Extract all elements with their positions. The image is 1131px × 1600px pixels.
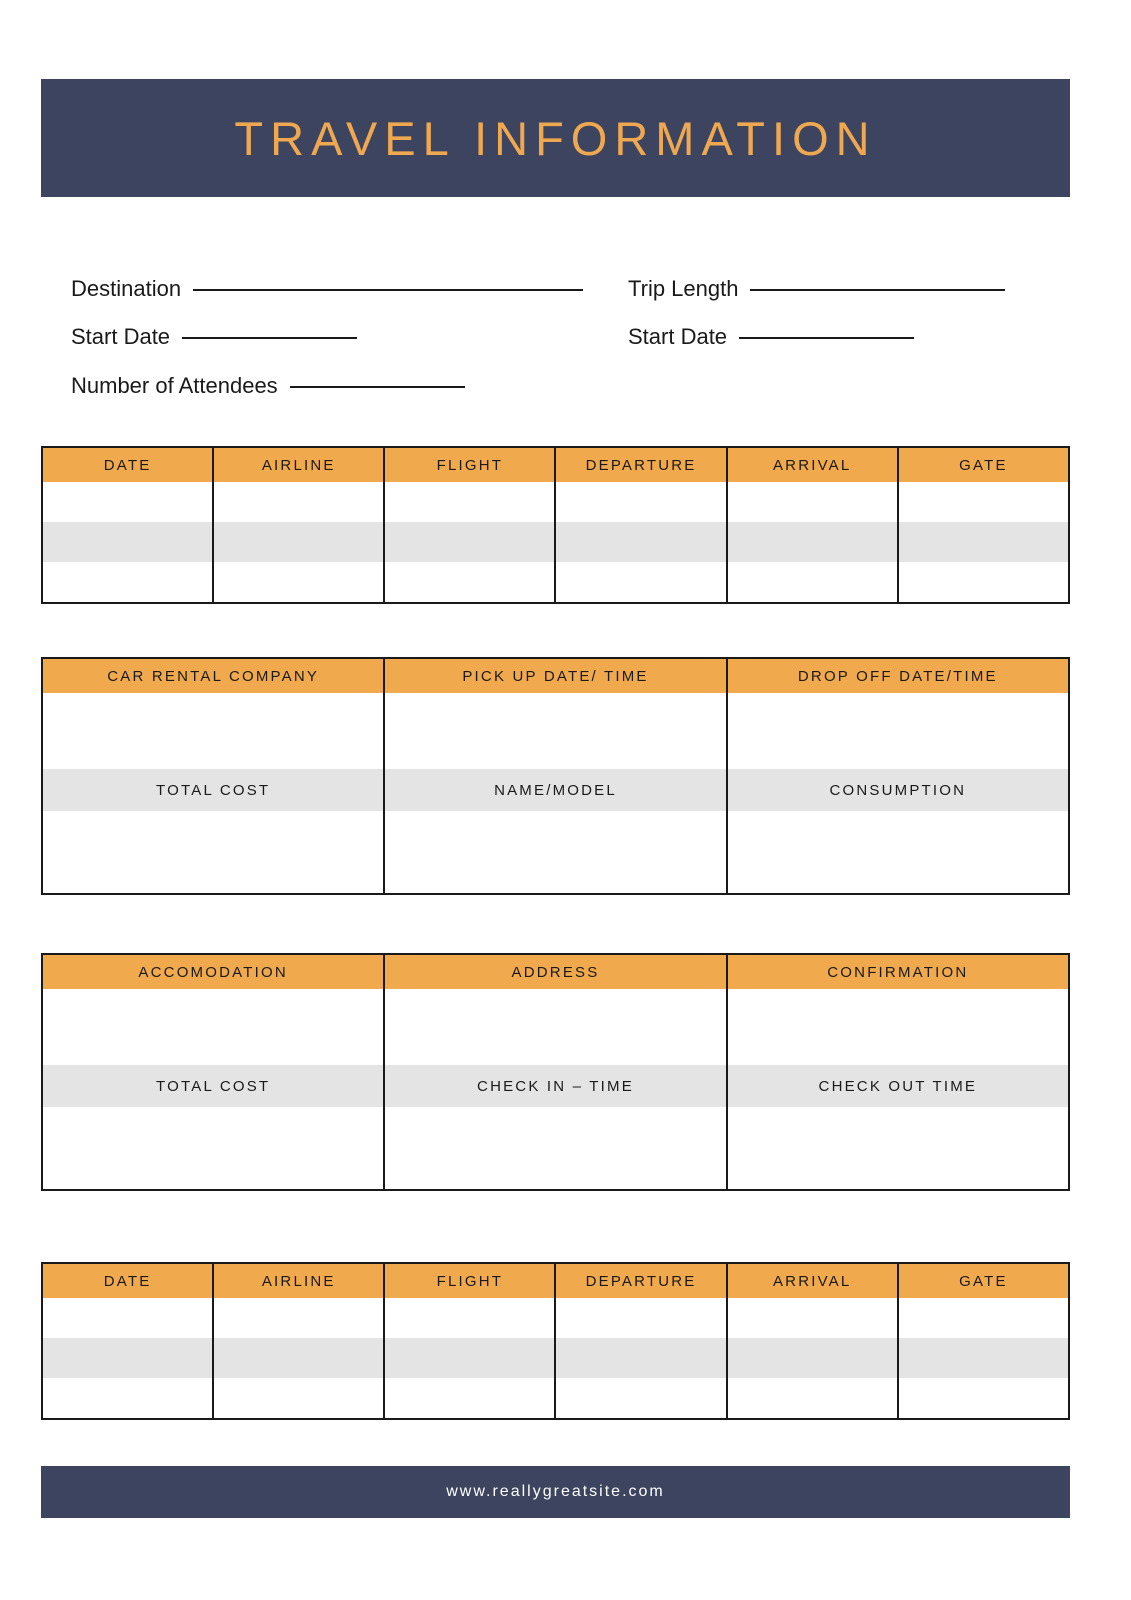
cell-date[interactable]	[42, 522, 213, 562]
field-destination-input[interactable]	[193, 288, 583, 291]
cell-arrival[interactable]	[727, 1338, 898, 1378]
footer-website-url[interactable]: www.reallygreatsite.com	[446, 1483, 665, 1500]
column-header-car-rental-company: CAR RENTAL COMPANY	[42, 658, 384, 693]
subheader-check-out-time: CHECK OUT TIME	[727, 1065, 1069, 1107]
cell-date[interactable]	[42, 1338, 213, 1378]
table-header-row	[42, 447, 1069, 482]
car-rental-table	[41, 657, 1070, 895]
column-header-departure: DEPARTURE	[555, 1263, 726, 1298]
column-header-date: DATE	[42, 1263, 213, 1298]
table-row[interactable]	[42, 1338, 1069, 1378]
field-trip-length	[628, 276, 1005, 302]
cell-drop-off-date-time[interactable]	[727, 693, 1069, 769]
table-row[interactable]	[42, 811, 1069, 894]
cell-flight[interactable]	[384, 482, 555, 522]
cell-date[interactable]	[42, 1378, 213, 1419]
cell-flight[interactable]	[384, 562, 555, 603]
field-start-date-left-label: Start Date	[71, 324, 171, 349]
cell-confirmation[interactable]	[727, 989, 1069, 1065]
column-header-airline: AIRLINE	[213, 447, 384, 482]
column-header-confirmation: CONFIRMATION	[727, 954, 1069, 989]
cell-gate[interactable]	[898, 482, 1069, 522]
cell-departure[interactable]	[555, 1338, 726, 1378]
cell-departure[interactable]	[555, 1378, 726, 1419]
column-header-departure: DEPARTURE	[555, 447, 726, 482]
cell-gate[interactable]	[898, 1378, 1069, 1419]
cell-airline[interactable]	[213, 482, 384, 522]
table-header-row	[42, 658, 1069, 693]
cell-flight[interactable]	[384, 1378, 555, 1419]
flight-table-return	[41, 1262, 1070, 1420]
subheader-name-model: NAME/MODEL	[384, 769, 726, 811]
table-row[interactable]	[42, 1298, 1069, 1338]
footer-banner	[41, 1466, 1070, 1518]
accommodation-table	[41, 953, 1070, 1191]
cell-arrival[interactable]	[727, 522, 898, 562]
column-header-airline: AIRLINE	[213, 1263, 384, 1298]
cell-flight[interactable]	[384, 1338, 555, 1378]
cell-airline[interactable]	[213, 1338, 384, 1378]
field-destination	[71, 276, 583, 302]
table-row[interactable]	[42, 989, 1069, 1065]
cell-accommodation[interactable]	[42, 989, 384, 1065]
column-header-arrival: ARRIVAL	[727, 1263, 898, 1298]
cell-arrival[interactable]	[727, 482, 898, 522]
field-destination-label: Destination	[71, 276, 182, 301]
field-number-of-attendees	[71, 373, 465, 399]
cell-gate[interactable]	[898, 522, 1069, 562]
field-start-date-right-label: Start Date	[628, 324, 728, 349]
subheader-total-cost: TOTAL COST	[42, 1065, 384, 1107]
field-start-date-left-input[interactable]	[182, 336, 357, 339]
cell-departure[interactable]	[555, 522, 726, 562]
cell-arrival[interactable]	[727, 562, 898, 603]
cell-check-in-time[interactable]	[384, 1107, 726, 1190]
field-trip-length-label: Trip Length	[628, 276, 739, 301]
table-header-row	[42, 1263, 1069, 1298]
cell-arrival[interactable]	[727, 1298, 898, 1338]
cell-address[interactable]	[384, 989, 726, 1065]
cell-total-cost[interactable]	[42, 1107, 384, 1190]
column-header-accommodation: ACCOMODATION	[42, 954, 384, 989]
cell-name-model[interactable]	[384, 811, 726, 894]
column-header-address: ADDRESS	[384, 954, 726, 989]
table-row[interactable]	[42, 482, 1069, 522]
page-title-banner	[41, 79, 1070, 197]
field-start-date-left	[71, 324, 357, 350]
field-number-of-attendees-input[interactable]	[290, 385, 465, 388]
column-header-pick-up-date-time: PICK UP DATE/ TIME	[384, 658, 726, 693]
table-row[interactable]	[42, 562, 1069, 603]
table-header-row	[42, 954, 1069, 989]
table-row[interactable]	[42, 1107, 1069, 1190]
cell-date[interactable]	[42, 562, 213, 603]
cell-departure[interactable]	[555, 562, 726, 603]
cell-airline[interactable]	[213, 1378, 384, 1419]
cell-date[interactable]	[42, 1298, 213, 1338]
column-header-date: DATE	[42, 447, 213, 482]
column-header-gate: GATE	[898, 1263, 1069, 1298]
subheader-total-cost: TOTAL COST	[42, 769, 384, 811]
cell-consumption[interactable]	[727, 811, 1069, 894]
cell-airline[interactable]	[213, 562, 384, 603]
trip-details-form	[0, 276, 1131, 416]
page-title: TRAVEL INFORMATION	[234, 111, 877, 165]
field-start-date-right-input[interactable]	[739, 336, 914, 339]
cell-arrival[interactable]	[727, 1378, 898, 1419]
field-start-date-right	[628, 324, 914, 350]
cell-gate[interactable]	[898, 1298, 1069, 1338]
table-row[interactable]	[42, 693, 1069, 769]
cell-airline[interactable]	[213, 522, 384, 562]
cell-departure[interactable]	[555, 482, 726, 522]
column-header-gate: GATE	[898, 447, 1069, 482]
subheader-check-in-time: CHECK IN – TIME	[384, 1065, 726, 1107]
flight-table-outbound	[41, 446, 1070, 604]
column-header-flight: FLIGHT	[384, 447, 555, 482]
cell-car-rental-company[interactable]	[42, 693, 384, 769]
column-header-drop-off-date-time: DROP OFF DATE/TIME	[727, 658, 1069, 693]
cell-flight[interactable]	[384, 522, 555, 562]
cell-airline[interactable]	[213, 1298, 384, 1338]
field-trip-length-input[interactable]	[750, 288, 1005, 291]
table-row[interactable]	[42, 1378, 1069, 1419]
column-header-arrival: ARRIVAL	[727, 447, 898, 482]
cell-gate[interactable]	[898, 562, 1069, 603]
field-number-of-attendees-label: Number of Attendees	[71, 373, 278, 398]
cell-date[interactable]	[42, 482, 213, 522]
cell-pick-up-date-time[interactable]	[384, 693, 726, 769]
column-header-flight: FLIGHT	[384, 1263, 555, 1298]
table-subheader-row	[42, 1065, 1069, 1107]
cell-departure[interactable]	[555, 1298, 726, 1338]
cell-flight[interactable]	[384, 1298, 555, 1338]
cell-check-out-time[interactable]	[727, 1107, 1069, 1190]
cell-total-cost[interactable]	[42, 811, 384, 894]
table-subheader-row	[42, 769, 1069, 811]
cell-gate[interactable]	[898, 1338, 1069, 1378]
subheader-consumption: CONSUMPTION	[727, 769, 1069, 811]
table-row[interactable]	[42, 522, 1069, 562]
